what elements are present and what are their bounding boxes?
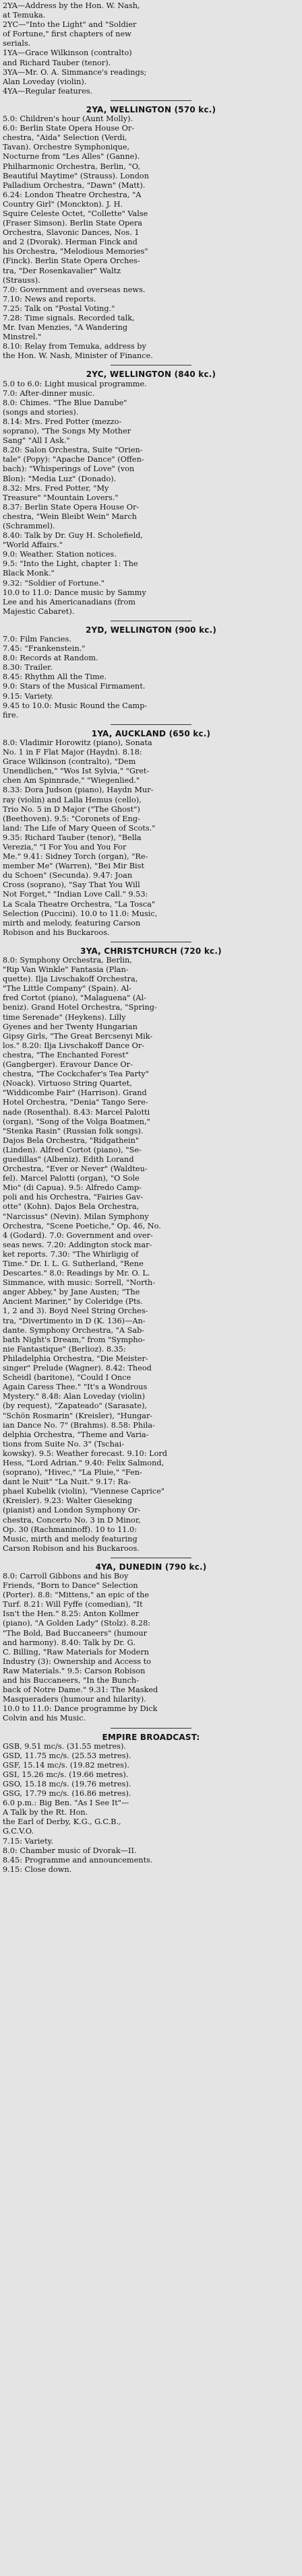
listing-line: Mr. Ivan Menzies, "A Wandering [3,323,128,333]
listing-line: 7.15: Variety. [3,1836,54,1846]
listing-line: nade (Rosenthal). 8.43: Marcel Palotti [3,1107,150,1117]
listing-line: Mio" (di Capua). 9.5: Alfredo Camp- [3,1183,142,1193]
listing-line: land: The Life of Mary Queen of Scots." [3,823,156,833]
listing-line: 9.45 to 10.0: Music Round the Camp- [3,701,148,710]
listing-line: soprano), "The Songs My Mother [3,427,131,436]
listing-line: 9.0: Weather. Station notices. [3,550,117,559]
listing-line: Lee and his Americanadians (from [3,597,135,606]
listing-line: poli and his Orchestra, "Fairies Gav- [3,1193,144,1202]
listing-line: (Schrammel). [3,521,55,530]
listing-line: 3YA—Mr. O. A. Simmance's readings; [3,67,147,77]
listing-line: Squire Celeste Octet, "Collette" Valse [3,209,148,218]
listing-line: singer" Prelude (Wagner). 8.42: Theod [3,1364,152,1373]
listing-line: Tavan). Orchestre Symphonique, [3,143,130,152]
listing-line: GSO, 15.18 mc/s. (19.76 metres). [3,1779,131,1788]
listing-line: 8.0: Carroll Gibbons and his Boy [3,1572,129,1580]
listing-line: Again Caress Thee." "It's a Wondrous [3,1383,148,1392]
listing-line: 8.40: Talk by Dr. Guy H. Scholefield, [3,531,143,541]
listing-line: 7.10: News and reports. [3,294,96,304]
listing-line: Descartes." 8.0: Readings by Mr. O. L. [3,1269,150,1278]
listing-line: chestra, Concerto No. 3 in D Minor, [3,1515,141,1525]
listing-line: GSI, 15.26 mc/s. (19.66 metres). [3,1770,129,1779]
listing-line: 8.14: Mrs. Fred Potter (mezzo- [3,417,122,426]
listing-line: Op. 30 (Rachmaninoff). 10 to 11.0: [3,1525,138,1534]
listing-line: Orchestra, "Ever or Never" (Waldteu- [3,1164,148,1174]
listing-line: (Beethoven). 9.5: "Coronets of Eng- [3,814,140,823]
listing-line: 9.0: Stars of the Musical Firmament. [3,682,146,691]
listing-line: La Scala Theatre Orchestra, "La Tosca" [3,899,156,909]
listing-line: dante. Symphony Orchestra, "A Sab- [3,1325,145,1335]
listing-line: (Linden). Alfred Cortot (piano), "Se- [3,1145,142,1154]
listing-line: 7.0: Government and overseas news. [3,285,146,294]
listing-line: Not Forget," "Indian Love Call." 9.53: [3,890,148,899]
listing-line: 8.37: Berlin State Opera House Or- [3,502,140,512]
listing-line: (Noack). Virtuoso String Quartet, [3,1079,132,1088]
listing-line: 7.0: After-dinner music. [3,388,95,398]
listing-line: Industry (3): Ownership and Access to [3,1657,152,1666]
listing-line: delphia Orchestra, "Theme and Varia- [3,1430,149,1439]
listing-line: 7.0: Film Fancies. [3,635,71,643]
listing-line: (Finck). Berlin State Opera Orches- [3,256,140,266]
listing-line: phael Kubelik (violin), "Viennese Caprice" [3,1487,165,1496]
listing-line: 5.0: Children's hour (Aunt Molly). [3,114,133,124]
listing-line: otte" (Kohn). Dajos Bela Orchestra, [3,1202,140,1212]
listing-line: 9.15: Variety. [3,691,54,701]
listing-line: 8.30: Trailer. [3,663,53,672]
listing-line: 8.45: Programme and announcements. [3,1855,153,1865]
listing-line: nie Fantastique" (Berlioz). 8.35: [3,1344,126,1354]
listing-line: guedillas" (Albeniz). Edith Lorand [3,1154,134,1164]
listing-line: 8.0: Chamber music of Dvorak—II. [3,1846,137,1855]
listing-line: at Temuka. [3,11,46,20]
listing-line: (piano), "A Golden Lady" (Stolz). 8.28: [3,1619,151,1628]
listing-line: tra, "Der Rosenkavalier" Waltz [3,266,121,275]
listing-line: tions from Suite No. 3" (Tschai- [3,1439,125,1449]
listing-line: 2YC—"Into the Light" and "Soldier [3,20,137,30]
station-heading: 2YC, WELLINGTON (840 kc.) [86,370,216,380]
section-divider [111,724,191,725]
listing-line: "The Bold, Bad Buccaneers" (humour [3,1628,148,1638]
station-heading: EMPIRE BROADCAST: [102,1732,200,1742]
listing-line: serials. [3,39,31,48]
listing-line: 9.32: "Soldier of Fortune." [3,578,104,588]
listing-line: fred Cortot (piano), "Malaguena" (Al- [3,994,146,1003]
listing-line: Cross (soprano), "Say That You Will [3,880,140,890]
station-heading: 4YA, DUNEDIN (790 kc.) [95,1562,207,1572]
listing-line: Raw Materials." 9.5: Carson Robison [3,1666,146,1675]
listing-line: "The Little Company" (Spain). Al- [3,984,132,994]
listing-line: Majestic Cabaret). [3,606,75,616]
section-divider [111,1728,191,1729]
station-heading: 1YA, AUCKLAND (650 kc.) [91,728,211,738]
listing-line: Trio No. 5 in D Major ("The Ghost") [3,804,140,814]
listing-line: Unendlichen," "Wos Ist Sylvia," "Gret- [3,767,150,776]
listing-line: "Widdicombe Fair" (Harrison). Grand [3,1088,147,1098]
listing-line: and 2 (Dvorak). Herman Finck and [3,238,138,247]
listing-line: Scheidl (baritone), "Could I Once [3,1373,131,1383]
listing-line: ket reports. 7.30: "The Whirligig of [3,1249,139,1259]
listing-line: 4YA—Regular features. [3,86,93,96]
listing-line: No. 1 in F Flat Major (Haydn). 8.18: [3,748,142,757]
listing-line: 6.0 p.m.: Big Ben. "As I See It"— [3,1799,129,1808]
listing-line: the Hon. W. Nash, Minister of Finance. [3,351,153,361]
listing-line: (Kreisler). 9.23: Walter Gieseking [3,1496,133,1506]
listing-line: his Orchestra, "Melodious Memories" [3,247,148,256]
listing-line: "Schön Rosmarin" (Kreisler), "Hungar- [3,1411,153,1420]
listing-line: Sang" "All I Ask." [3,436,70,446]
listing-line: (songs and stories). [3,407,79,417]
listing-line: du Schoen" (Secunda). 9.47: Joan [3,871,133,880]
station-heading: 2YA, WELLINGTON (570 kc.) [86,104,216,114]
listing-line: 8.32: Mrs. Fred Potter, "My [3,483,109,493]
listing-line: Gipsy Girls, "The Great Bercsenyi Mik- [3,1031,153,1041]
listing-line: 8.20: Salon Orchestra, Suite "Orien- [3,446,143,455]
listing-line: Carson Robison and his Buckaroos. [3,1543,140,1553]
listing-line: 8.0: Vladimir Horowitz (piano), Sonata [3,738,152,747]
listing-line: Gyenes and her Twenty Hungarian [3,1022,138,1031]
listing-line: (Porter). 8.8: "Mittens," an epic of the [3,1591,150,1600]
listing-line: 8.0: Symphony Orchestra, Berlin, [3,956,132,965]
listing-line: Blon): "Media Luz" (Donado). [3,474,117,483]
listing-line: Minstrel." [3,333,42,342]
listing-line: 6.24: London Theatre Orchestra, "A [3,190,142,199]
listing-line: (Gangberger). Eravour Dance Or- [3,1060,133,1070]
listing-line: 1YA—Grace Wilkinson (contralto) [3,48,132,58]
listing-line: (Strauss). [3,275,40,285]
listing-line: 7.45: "Frankenstein." [3,644,86,654]
listing-line: member Me" (Warren), "Bei Mir Bist [3,862,144,871]
listing-line: Simmance, with music: Sorrell, "North- [3,1278,156,1288]
listing-line: (pianist) and London Symphony Or- [3,1506,141,1515]
listing-line: Masqueraders (humour and hilarity). [3,1695,146,1704]
listing-line: 4 (Godard). 7.0: Government and over- [3,1230,153,1240]
listing-line: Isn't the Hen." 8.25: Anton Kollmer [3,1609,140,1619]
listing-line: 9.5: "Into the Light, chapter 1: The [3,559,138,569]
listing-line: fire. [3,710,19,720]
listing-line: 10.0 to 11.0: Dance music by Sammy [3,588,146,597]
listing-line: tra, "Divertimento in D (K. 136)—An- [3,1316,146,1325]
listing-line: seas news. 7.20: Addington stock mar- [3,1240,152,1249]
listing-line: Ancient Mariner," by Coleridge (Pts. [3,1297,143,1307]
listing-line: Selection (Puccini). 10.0 to 11.0: Music, [3,909,158,918]
listing-line: GSD, 11.75 mc/s. (25.53 metres). [3,1751,131,1760]
listing-line: beniz). Grand Hotel Orchestra, "Spring- [3,1003,157,1012]
listing-line: chen Am Spinnrade," "Wiegenlied." [3,776,140,786]
listing-line: and Richard Tauber (tenor). [3,58,111,67]
listing-line: chestra, "Wein Bleibt Wein" March [3,512,137,521]
listing-line: and harmony). 8.40: Talk by Dr. G. [3,1638,135,1647]
listing-line: 2YA—Address by the Hon. W. Nash, [3,1,140,10]
listing-line: C. Billing, "Raw Materials for Modern [3,1647,150,1657]
listing-line: 9.35: Richard Tauber (tenor), "Bella [3,833,142,842]
listing-line: chestra, "Aida" Selection (Verdi, [3,133,127,143]
listing-line: GSF, 15.14 mc/s. (19.82 metres). [3,1760,129,1770]
station-heading: 3YA, CHRISTCHURCH (720 kc.) [80,946,222,956]
listing-line: 8.33: Dora Judson (piano), Haydn Mur- [3,786,154,795]
listing-line: Alan Loveday (violin). [3,77,87,86]
listing-line: Country Girl" (Monckton). J. H. [3,199,123,209]
listing-line: fel). Marcel Palotti (organ), "O Sole [3,1174,140,1183]
listing-line: Beautiful Maytime" (Strauss). London [3,171,150,180]
listing-line: (Fraser Simson). Berlin State Opera [3,219,143,228]
listing-line: Orchestra, Slavonic Dances, Nos. 1 [3,228,140,238]
listing-line: "World Affairs." [3,541,63,550]
listing-line: los." 8.20: Ilja Livschakoff Dance Or- [3,1041,145,1050]
listing-line: and his Buccaneers, "In the Bunch- [3,1676,139,1685]
listing-line: Robison and his Buckaroos. [3,928,110,937]
listing-line: 10.0 to 11.0: Dance programme by Dick [3,1704,158,1714]
listing-line: "Stenka Rasin" (Russian folk songs). [3,1126,144,1136]
listing-line: Philharmonic Orchestra, Berlin, "O, [3,162,140,171]
listing-line: Colvin and his Music. [3,1714,86,1723]
listing-line: Time." Dr. I. L. G. Sutherland, "Rene [3,1259,144,1268]
listing-line: Black Monk." [3,569,55,578]
listing-line: Me." 9.41: Sidney Torch (organ), "Re- [3,852,148,862]
station-heading: 2YD, WELLINGTON (900 kc.) [85,625,217,635]
listing-line: Verezia," "I For You and You For [3,842,127,851]
listing-line: Friends, "Born to Dance" Selection [3,1581,138,1591]
listing-line: Palladium Orchestra, "Dawn" (Matt). [3,180,146,190]
listing-line: 6.0: Berlin State Opera House Or- [3,124,135,133]
listing-line: Hotel Orchestra, "Denia" Tango Sere- [3,1098,148,1107]
listing-line: (organ), "Song of the Volga Boatmen," [3,1117,150,1126]
listing-line: ray (violin) and Lalla Hemus (cello), [3,795,142,804]
listing-line: the Earl of Derby, K.G., G.C.B., [3,1817,121,1827]
listing-line: "Rip Van Winkle" Fantasia (Plan- [3,965,129,975]
listing-line: anger Abbey," by Jane Austen; "The [3,1288,140,1297]
listing-line: Music, mirth and melody featuring [3,1534,138,1543]
listing-line: 9.15: Close down. [3,1865,72,1874]
listing-line: Philadelphia Orchestra, "Die Meister- [3,1354,148,1363]
listing-line: (soprano), "Hivec," "La Pluie," "Fen- [3,1468,142,1477]
listing-line: mirth and melody, featuring Carson [3,918,141,928]
listing-line: dant le Nuit" "La Nuit." 9.17: Ra- [3,1477,131,1487]
listing-line: bach): "Whisperings of Love" (von [3,464,135,474]
listing-line: Hess, "Lord Adrian." 9.40: Felix Salmond, [3,1458,164,1467]
listing-line: time Serenade" (Heykens). Lilly [3,1012,126,1022]
listing-line: Dajos Bela Orchestra, "Ridgathein" [3,1136,140,1145]
listing-line: 5.0 to 6.0: Light musical programme. [3,379,147,388]
listing-line: 8.0: Chimes. "The Blue Danube" [3,398,127,407]
listing-line: 8.10: Relay from Temuka, address by [3,342,146,351]
listing-line: 7.25: Talk on "Postal Voting." [3,304,115,313]
listing-line: chestra, "The Cockchafer's Tea Party" [3,1070,149,1079]
listing-line: 8.45: Rhythm All the Time. [3,672,107,682]
section-divider [111,100,191,101]
listing-line: GSB, 9.51 mc/s. (31.55 metres). [3,1741,126,1751]
listing-line: "Narcissus" (Nevin). Milan Symphony [3,1212,149,1221]
listing-line: A Talk by the Rt. Hon. [3,1808,88,1817]
listing-line: chestra, "The Enchanted Forest" [3,1050,129,1059]
listing-line: Mystery." 8.48: Alan Loveday (violin) [3,1392,145,1401]
listing-line: 1, 2 and 3). Boyd Neel String Orches- [3,1307,148,1316]
listing-line: of Fortune," first chapters of new [3,30,131,39]
listing-line: 8.0: Records at Random. [3,654,98,663]
listing-line: GSG, 17.79 mc/s. (16.86 metres). [3,1789,131,1799]
listing-line: quette). Ilja Livschakoff Orchestra, [3,975,138,984]
listing-line: Orchestra, "Scene Poetiche," Op. 46, No. [3,1221,161,1230]
listing-line: back of Notre Dame." 9.31: The Masked [3,1685,158,1695]
listing-line: Turf. 8.21: Will Fyffe (comedian), "It [3,1600,143,1609]
listing-line: ian Dance No. 7" (Brahms). 8.58: Phila- [3,1420,155,1430]
listing-line: G.C.V.O. [3,1827,34,1836]
listing-line: bath Night's Dream," from "Sympho- [3,1335,146,1344]
listing-line: (by request), "Zapateado" (Sarasate), [3,1401,148,1411]
listing-line: Treasure" "Mountain Lovers." [3,493,119,502]
listing-line: Grace Wilkinson (contralto), "Dem [3,757,136,767]
listing-line: tale" (Popy): "Apache Dance" (Offen- [3,455,144,464]
listing-line: Nocturne from "Les Alles" (Ganne). [3,152,140,162]
listing-line: 7.28: Time signals. Recorded talk, [3,314,135,322]
listing-line: kowsky). 9.5: Weather forecast. 9.10: Lord [3,1449,168,1458]
